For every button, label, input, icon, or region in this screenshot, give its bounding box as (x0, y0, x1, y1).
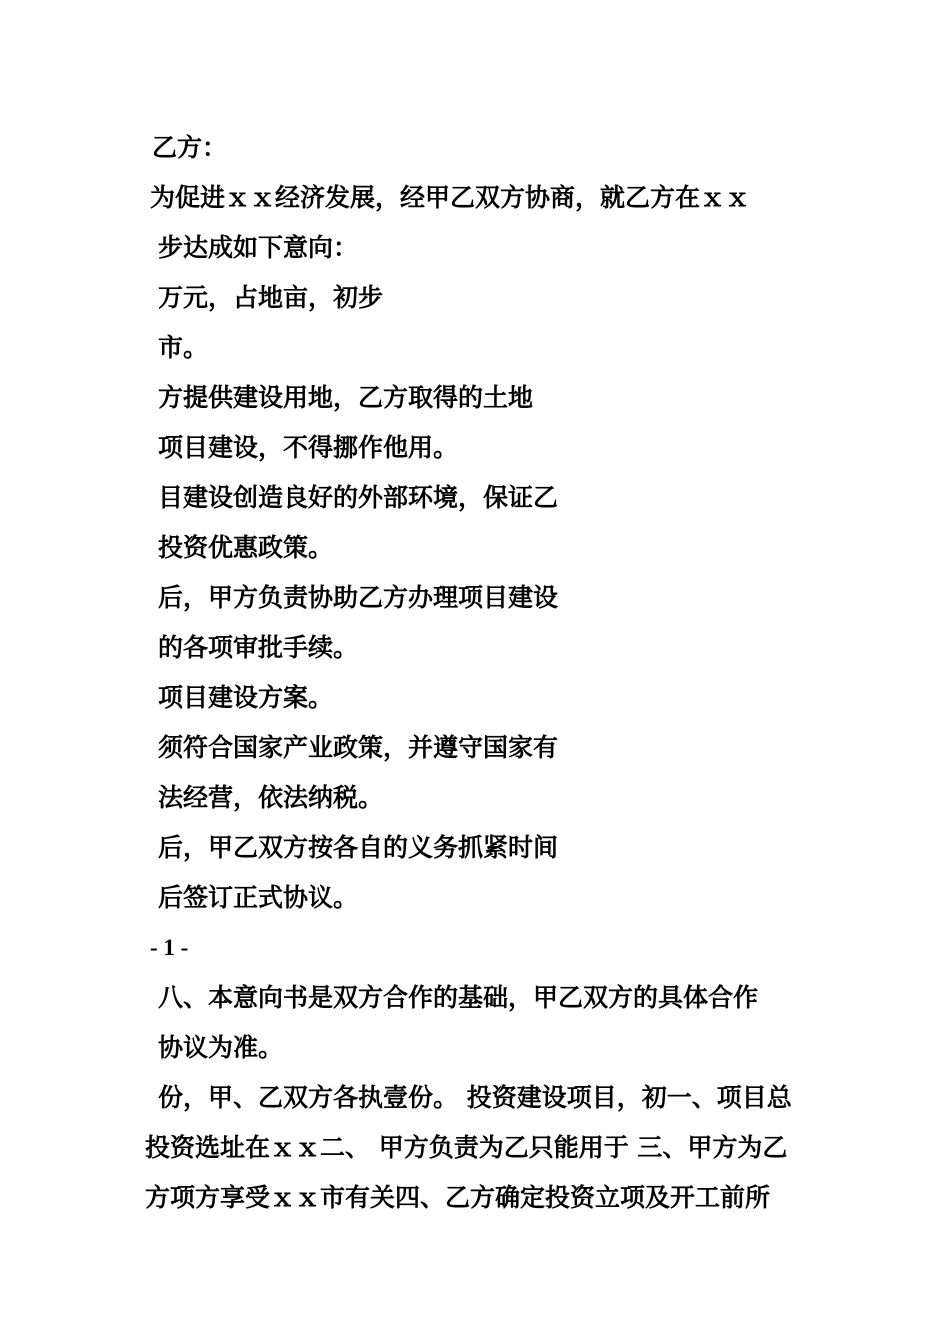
text-line: 八、本意向书是双方合作的基础，甲乙双方的具体合作 (158, 983, 759, 1012)
text-line: 的各项审批手续。 (158, 633, 359, 662)
page-number: - 1 - (150, 935, 189, 960)
text-line: 须符合国家产业政策，并遵守国家有 (158, 733, 559, 762)
text-line: 投资优惠政策。 (158, 533, 334, 562)
text-line: 市。 (158, 333, 209, 362)
text-line: 步达成如下意向： (158, 233, 359, 262)
text-line: 份，甲、乙双方各执壹份。 投资建设项目，初一、项目总 (158, 1083, 792, 1112)
text-line: 项目建设方案。 (158, 683, 334, 712)
text-line: 法经营，依法纳税。 (158, 783, 384, 812)
text-line: 万元，占地亩，初步 (158, 283, 384, 312)
text-line: 后，甲方负责协助乙方办理项目建设 (158, 583, 559, 612)
text-line: 投资选址在ｘｘ二、 甲方负责为乙只能用于 三、甲方为乙 (145, 1133, 788, 1162)
text-line: 后签订正式协议。 (158, 883, 359, 912)
text-line: 协议为准。 (158, 1033, 284, 1062)
text-line: 目建设创造良好的外部环境，保证乙 (158, 483, 559, 512)
text-line: 乙方： (152, 133, 228, 162)
text-line: 项目建设，不得挪作他用。 (158, 433, 459, 462)
text-line: 后，甲乙双方按各自的义务抓紧时间 (158, 833, 559, 862)
text-line: 方提供建设用地，乙方取得的土地 (158, 383, 534, 412)
text-line: 为促进ｘｘ经济发展，经甲乙双方协商，就乙方在ｘｘ (150, 183, 751, 212)
text-line: 方项方享受ｘｘ市有关四、乙方确定投资立项及开工前所 (145, 1183, 771, 1212)
